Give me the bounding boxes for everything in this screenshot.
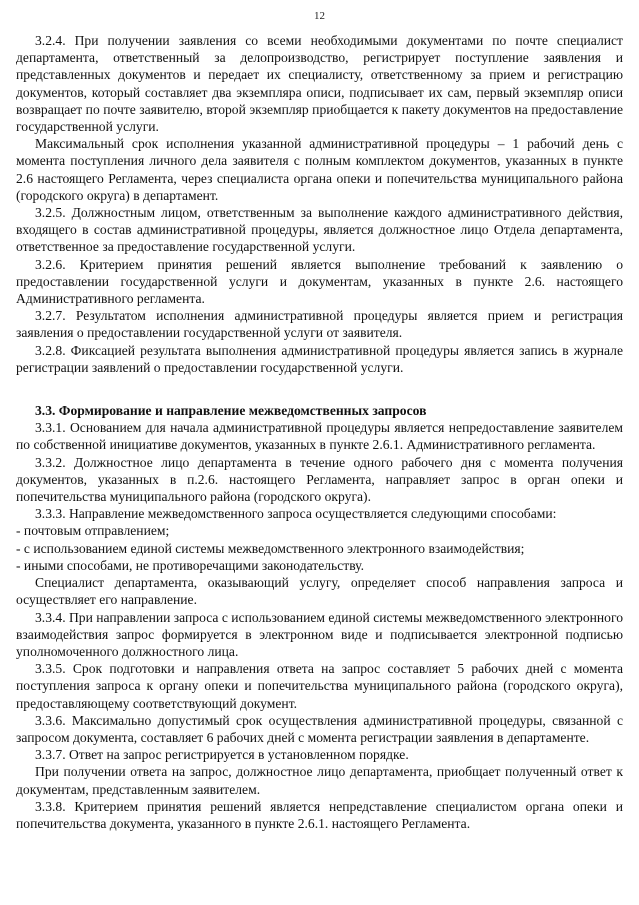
paragraph-3-2-6: 3.2.6. Критерием принятия решений является выполнение требований к заявлению о предоставлении государственной услуги и документам, указанных в пункте 2.6. настоящего Административного регламента. xyxy=(16,256,623,307)
list-item-electronic: - с использованием единой системы межведомственного электронного взаимодействия; xyxy=(16,540,525,556)
list-item-other: - иными способами, не противоречащими законодательству. xyxy=(16,557,365,573)
paragraph-3-3-5: 3.3.5. Срок подготовки и направления ответа на запрос составляет 5 рабочих дней с момента поступления запроса к органу опеки и попечительства муниципального района (городского округа), предоставляющему соответствующий документ. xyxy=(16,661,623,711)
section-heading-3-3: 3.3. Формирование и направление межведомственных запросов xyxy=(35,403,427,419)
list-item-post: - почтовым отправлением; xyxy=(16,523,170,539)
paragraph-3-3-7: 3.3.7. Ответ на запрос регистрируется в установленном порядке. xyxy=(35,747,409,763)
section-gap xyxy=(16,376,623,402)
document-body xyxy=(16,32,623,832)
page-number: 12 xyxy=(314,10,325,22)
paragraph-3-3-4: 3.3.4. При направлении запроса с использованием единой системы межведомственного электронного взаимодействия запрос формируется в электронном виде и подписывается электронной подписью уполномоченного должностного лица. xyxy=(16,609,623,659)
paragraph-3-3-2: 3.3.2. Должностное лицо департамента в течение одного рабочего дня с момента получения документов, указанных в п.2.6. настоящего Регламента, направляет запрос в орган опеки и попечительства муниципального района (городского округа). xyxy=(16,454,623,505)
paragraph-3-2-7: 3.2.7. Результатом исполнения административной процедуры является прием и регистрация заявления о предоставлении государственной услуги от заявителя. xyxy=(16,308,623,341)
paragraph-3-3-6: 3.3.6. Максимально допустимый срок осуществления административной процедуры, связанной с запросом документа, составляет 6 рабочих дней с момента регистрации заявления в департаменте. xyxy=(16,712,623,745)
paragraph-3-3-3: 3.3.3. Направление межведомственного запроса осуществляется следующими способами: xyxy=(35,506,557,522)
paragraph-3-2-5: 3.2.5. Должностным лицом, ответственным за выполнение каждого административного действия, входящего в состав административной процедуры, является должностное лицо Отдела департамента, ответственное за предоставление государственной услуги. xyxy=(16,205,623,255)
paragraph-3-2-4: 3.2.4. При получении заявления со всеми необходимыми документами по почте специалист департамента, ответственный за делопроизводство, регистрирует поступление заявления и представленных документов и передает их специалисту, ответственному за прием и регистрацию документов, который составляет два экземпляра описи, подписывает их сам, первый экземпляр описи возвращает по почте заявителю, второй экземпляр приобщается к пакету документов на предоставление государственной услуги. xyxy=(16,33,623,135)
paragraph-3-2-8: 3.2.8. Фиксацией результата выполнения административной процедуры является запись в журнале регистрации заявлений о предоставлении государственной услуги. xyxy=(16,342,623,375)
paragraph-specialist: Специалист департамента, оказывающий услугу, определяет способ направления запроса и осуществляет его направление. xyxy=(16,575,623,608)
paragraph-max-term: Максимальный срок исполнения указанной административной процедуры – 1 рабочий день с момента поступления личного дела заявителя с полным комплектом документов, указанных в пункте 2.6 настоящего Регламента, через специалиста органа опеки и попечительства муниципального района (городского округа) в департамент. xyxy=(16,136,623,203)
paragraph-3-3-1: 3.3.1. Основанием для начала административной процедуры является непредоставление заявителем по собственной инициативе документов, указанных в пункте 2.6.1. Административного регламента. xyxy=(16,420,623,453)
paragraph-response: При получении ответа на запрос, должностное лицо департамента, приобщает полученный ответ к документам, представленным заявителем. xyxy=(16,764,623,797)
paragraph-3-3-8: 3.3.8. Критерием принятия решений является непредставление специалистом органа опеки и попечительства документа, указанного в пункте 2.6.1. настоящего Регламента. xyxy=(16,798,623,831)
